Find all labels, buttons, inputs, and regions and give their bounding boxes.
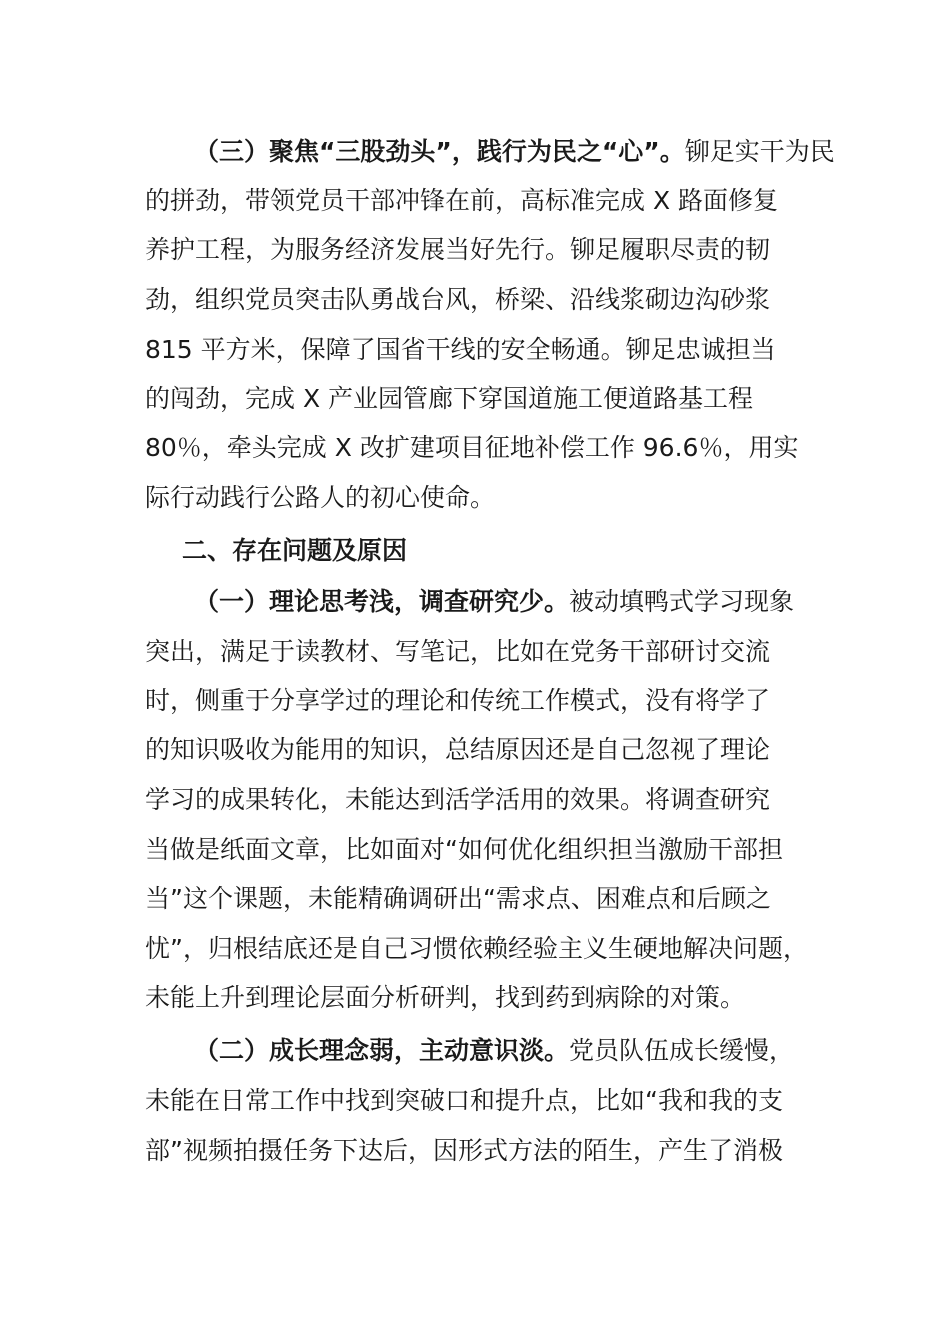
paragraph-line: 时，侧重于分享学过的理论和传统工作模式，没有将学了	[145, 686, 771, 715]
paragraph-line	[194, 577, 794, 627]
paragraph-line: 未能上升到理论层面分析研判，找到药到病除的对策。	[145, 983, 746, 1012]
part-two-heading: 二、存在问题及原因	[182, 536, 408, 565]
paragraph-line: 学习的成果转化，未能达到活学活用的效果。将调查研究	[145, 785, 771, 814]
paragraph-line: 815 平方米，保障了国省干线的安全畅通。铆足忠诚担当	[145, 335, 776, 364]
paragraph-line: 劲，组织党员突击队勇战台风，桥梁、沿线浆砌边沟砂浆	[145, 285, 771, 314]
section-heading-three: （三）聚焦“三股劲头”，践行为民之“心”。	[194, 137, 685, 166]
paragraph-line: 忧”，归根结底还是自己习惯依赖经验主义生硬地解决问题，	[145, 934, 808, 963]
paragraph-line: 当做是纸面文章，比如面对“如何优化组织担当激励干部担	[145, 835, 783, 864]
paragraph-line: 当”这个课题，未能精确调研出“需求点、困难点和后顾之	[145, 884, 771, 913]
paragraph-line: 的闯劲，完成 X 产业园管廊下穿国道施工便道路基工程	[145, 384, 754, 413]
paragraph-line	[194, 1026, 794, 1076]
paragraph-line: 突出，满足于读教材、写笔记，比如在党务干部研讨交流	[145, 637, 771, 666]
paragraph-text: 党员队伍成长缓慢，	[569, 1036, 795, 1065]
paragraph-line: 80％，牵头完成 X 改扩建项目征地补偿工作 96.6％，用实	[145, 433, 799, 462]
paragraph-line	[194, 127, 835, 177]
issue-one-heading: （一）理论思考浅，调查研究少。	[194, 587, 570, 616]
paragraph-text: 铆足实干为民	[684, 137, 835, 166]
paragraph-line: 的知识吸收为能用的知识，总结原因还是自己忽视了理论	[145, 735, 771, 764]
paragraph-line: 未能在日常工作中找到突破口和提升点，比如“我和我的支	[145, 1086, 783, 1115]
paragraph-line: 的拼劲，带领党员干部冲锋在前，高标准完成 X 路面修复	[145, 186, 779, 215]
paragraph-line: 际行动践行公路人的初心使命。	[145, 483, 496, 512]
issue-two-heading: （二）成长理念弱，主动意识淡。	[194, 1036, 570, 1065]
paragraph-line: 部”视频拍摄任务下达后，因形式方法的陌生，产生了消极	[145, 1136, 783, 1165]
paragraph-text: 被动填鸭式学习现象	[569, 587, 795, 616]
paragraph-line: 养护工程，为服务经济发展当好先行。铆足履职尽责的韧	[145, 235, 771, 264]
